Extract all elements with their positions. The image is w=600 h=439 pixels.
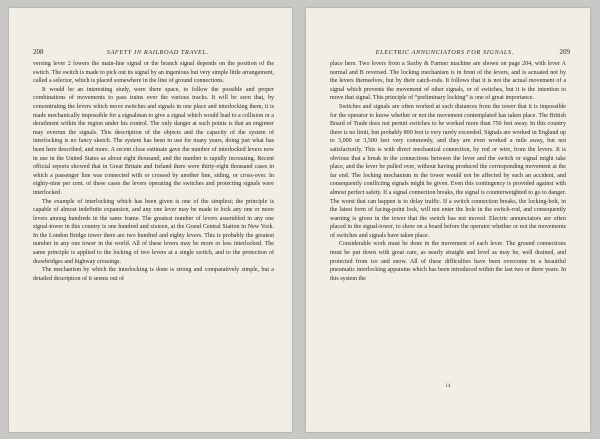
left-paragraph-4: The mechanism by which the interlocking is done is strong and comparatively simple, but a detailed description of it seems out of bbox=[33, 267, 274, 282]
left-running-head bbox=[33, 48, 272, 56]
left-paragraph-1: versing lever 2 lowers the main-line signal or the branch signal depends on the position of the switch. The switch is made to pick out its signal by an ingenious but very simple little arrangement, called a selector, which is placed somewhere in the line of ground connections. bbox=[33, 61, 274, 85]
left-paragraph-2: It would be an interesting study, were there space, to follow the possible and proper combinations of movements to pass trains over the various tracks. It will be seen that, by concentrating the levers which move switches and signals in one place and interlocking them, it is made mechanically impossible for a signalman to give a signal which would lead to a collision or a derailment within the region under his control. The only danger at such points is that an engineer may overrun the signals. This description of the objects and the capacity of the system of interlocking is no fancy sketch. The system has been in use for many years, doing just what has been here described, and more. A recent close estimate gave the number of interlocked levers now in use in the United States as about eight thousand, and the number is rapidly increasing. Recent official reports showed that in Great Britain and Ireland there were thirty-eight thousand cases in which a passenger line was connected with or crossed by another line, siding, or cross-over. In eighty-nine per cent. of these cases the levers operating the switches and protecting signals were interlocked. bbox=[33, 86, 274, 196]
right-running-head bbox=[330, 48, 570, 56]
left-page-number: 208 bbox=[33, 48, 44, 56]
left-paragraph-3: The example of interlocking which has been given is one of the simplest; the principle is capable of almost indefinite expansion, and any one lever may be made to lock any one or more levers among hundreds in the same frame. The greatest number of levers assembled in any one signal-tower in this country is one hundred and sixteen, at the Grand Central Station in New York. In the London Bridge tower there are two hundred and eighty levers. This is probably the greatest number in any one tower in the world. All of these levers may be more or less interlocked. The same principle is applied to the locking of two levers at a single switch, and to the protection of drawbridges and highway crossings. bbox=[33, 198, 274, 265]
right-paragraph-3: Considerable work must be done in the movement of each lever. The ground connections must be put down with great care, as nearly straight and level as may be, well drained, and protected from ice and snow. All of these difficulties have been overcome in a beautiful pneumatic interlocking apparatus which has been introduced within the last two or three years. In this system the bbox=[330, 241, 566, 282]
right-running-title: ELECTRIC ANNUNCIATORS FOR SIGNALS. bbox=[375, 49, 514, 56]
right-page bbox=[306, 8, 590, 432]
left-page bbox=[9, 8, 292, 432]
left-body-text bbox=[33, 60, 274, 283]
left-running-title: SAFETY IN RAILROAD TRAVEL. bbox=[106, 49, 209, 56]
right-page-number: 209 bbox=[559, 48, 570, 56]
signature-mark: 14 bbox=[445, 384, 451, 389]
right-paragraph-2: Switches and signals are often worked at such distances from the tower that it is impossible for the operator to know whether or not the movement contemplated has taken place. The British Board of Trade does not permit switches to be worked more than 750 feet away. In this country there is no limit, but probably 800 feet is very rarely exceeded. Signals are worked in England up to 3,000 or 3,500 feet very commonly, and they are even worked a mile away, but not satisfactorily. This is with direct mechanical connection, by rod or wire, from the levers. It is obvious that a break in the connections between the lever and the switch or signal might take place, and the lever be pulled over, without having produced the corresponding movement at the far end. The locking mechanism in the tower would not be affected by such an accident, and consequently conflicting signals might be given. Even this contingency is provided against with almost perfect safety. If a signal connection breaks, the signal is counterweighted to go to danger. The worst that can happen is to delay traffic. If a switch connection breaks, the locking-bolt, in the latest form of facing-point lock, will not enter the hole in the switch-rod, and consequently warning is given in the tower that the switch has not moved. Electric annunciators are often placed in the signal-tower, to show on a board before the operator whether or not the movements of switches and signals have taken place. bbox=[330, 103, 566, 239]
right-paragraph-1: place here. Two levers from a Saxby & Farmer machine are shown on page 204, with lever A normal and B reversed. The locking mechanism is in front of the levers, and is actuated not by the levers themselves, but by their catch-rods. It follows that it is not the actual movement of a signal which prevents the movement of other signals, or of switches, but it is the intention to move that signal. This principle of “preliminary locking” is one of great importance. bbox=[330, 61, 566, 102]
right-body-text bbox=[330, 60, 566, 283]
